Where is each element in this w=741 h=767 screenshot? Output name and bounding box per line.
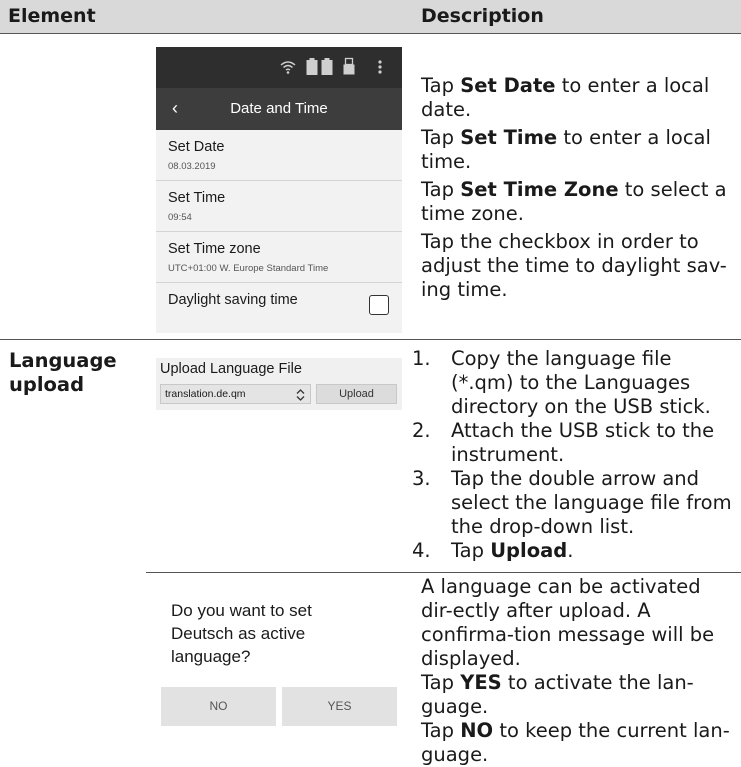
no-button[interactable]: NO: [161, 687, 276, 726]
upload-button[interactable]: Upload: [316, 384, 397, 404]
date-time-screen: [156, 47, 402, 333]
set-time-zone-item[interactable]: [156, 232, 402, 283]
confirmation-message: Do you want to set Deutsch as active language?: [171, 601, 312, 666]
daylight-saving-item: [156, 283, 402, 334]
language-file-value: translation.de.qm: [165, 388, 246, 400]
double-arrow-icon[interactable]: [296, 389, 305, 401]
list-item: 1. Copy the language file (*.qm) to the Languages directory on the USB stick.: [412, 347, 711, 418]
list-item: 2. Attach the USB stick to the instrument.: [412, 419, 715, 466]
status-bar: [156, 47, 402, 88]
column-header-element: Element: [8, 5, 96, 27]
screen-title: Date and Time: [230, 100, 328, 117]
set-date-item[interactable]: [156, 130, 402, 181]
row-divider: [0, 339, 741, 340]
list-item: 4. Tap Upload.: [412, 539, 574, 562]
upload-language-widget: [156, 358, 402, 410]
desc-set-time: Tap Set Time to enter a local time.: [421, 126, 711, 173]
usb-icon: [343, 58, 355, 75]
upload-steps-list: [412, 347, 732, 563]
element-language-upload: Language upload: [9, 349, 117, 396]
set-time-item[interactable]: [156, 181, 402, 232]
set-time-label: Set Time: [168, 190, 226, 206]
app-bar: [156, 88, 402, 130]
wifi-icon: [280, 59, 296, 75]
set-date-value: 08.03.2019: [168, 161, 216, 172]
column-header-description: Description: [421, 5, 544, 27]
set-time-zone-label: Set Time zone: [168, 241, 261, 257]
desc-activation: A language can be activated dir-ectly after upload. A confirma-tion message will be displayed.: [421, 575, 715, 670]
date-time-description: [421, 74, 731, 302]
activation-description: [421, 575, 731, 767]
back-arrow-icon[interactable]: ‹: [172, 98, 178, 118]
desc-no: Tap NO to keep the current lan-guage.: [421, 719, 730, 766]
battery-icon: [321, 58, 333, 76]
set-time-value: 09:54: [168, 212, 192, 223]
table-header: [0, 0, 741, 34]
desc-daylight-saving: Tap the checkbox in order to adjust the time to daylight sav-ing time.: [421, 230, 727, 301]
desc-set-time-zone: Tap Set Time Zone to select a time zone.: [421, 178, 727, 225]
set-time-zone-value: UTC+01:00 W. Europe Standard Time: [168, 263, 329, 274]
yes-button[interactable]: YES: [282, 687, 397, 726]
desc-set-date: Tap Set Date to enter a local date.: [421, 74, 710, 121]
more-vert-icon[interactable]: [377, 59, 383, 75]
set-date-label: Set Date: [168, 139, 225, 155]
daylight-saving-label: Daylight saving time: [168, 292, 298, 308]
language-file-select[interactable]: [160, 384, 311, 404]
daylight-saving-checkbox[interactable]: [369, 295, 389, 315]
row-divider: [146, 572, 741, 573]
upload-language-title: Upload Language File: [160, 361, 302, 377]
list-item: 3. Tap the double arrow and select the language file from the drop-down list.: [412, 467, 732, 538]
desc-yes: Tap YES to activate the lan-guage.: [421, 671, 694, 718]
battery-icon: [306, 58, 318, 76]
